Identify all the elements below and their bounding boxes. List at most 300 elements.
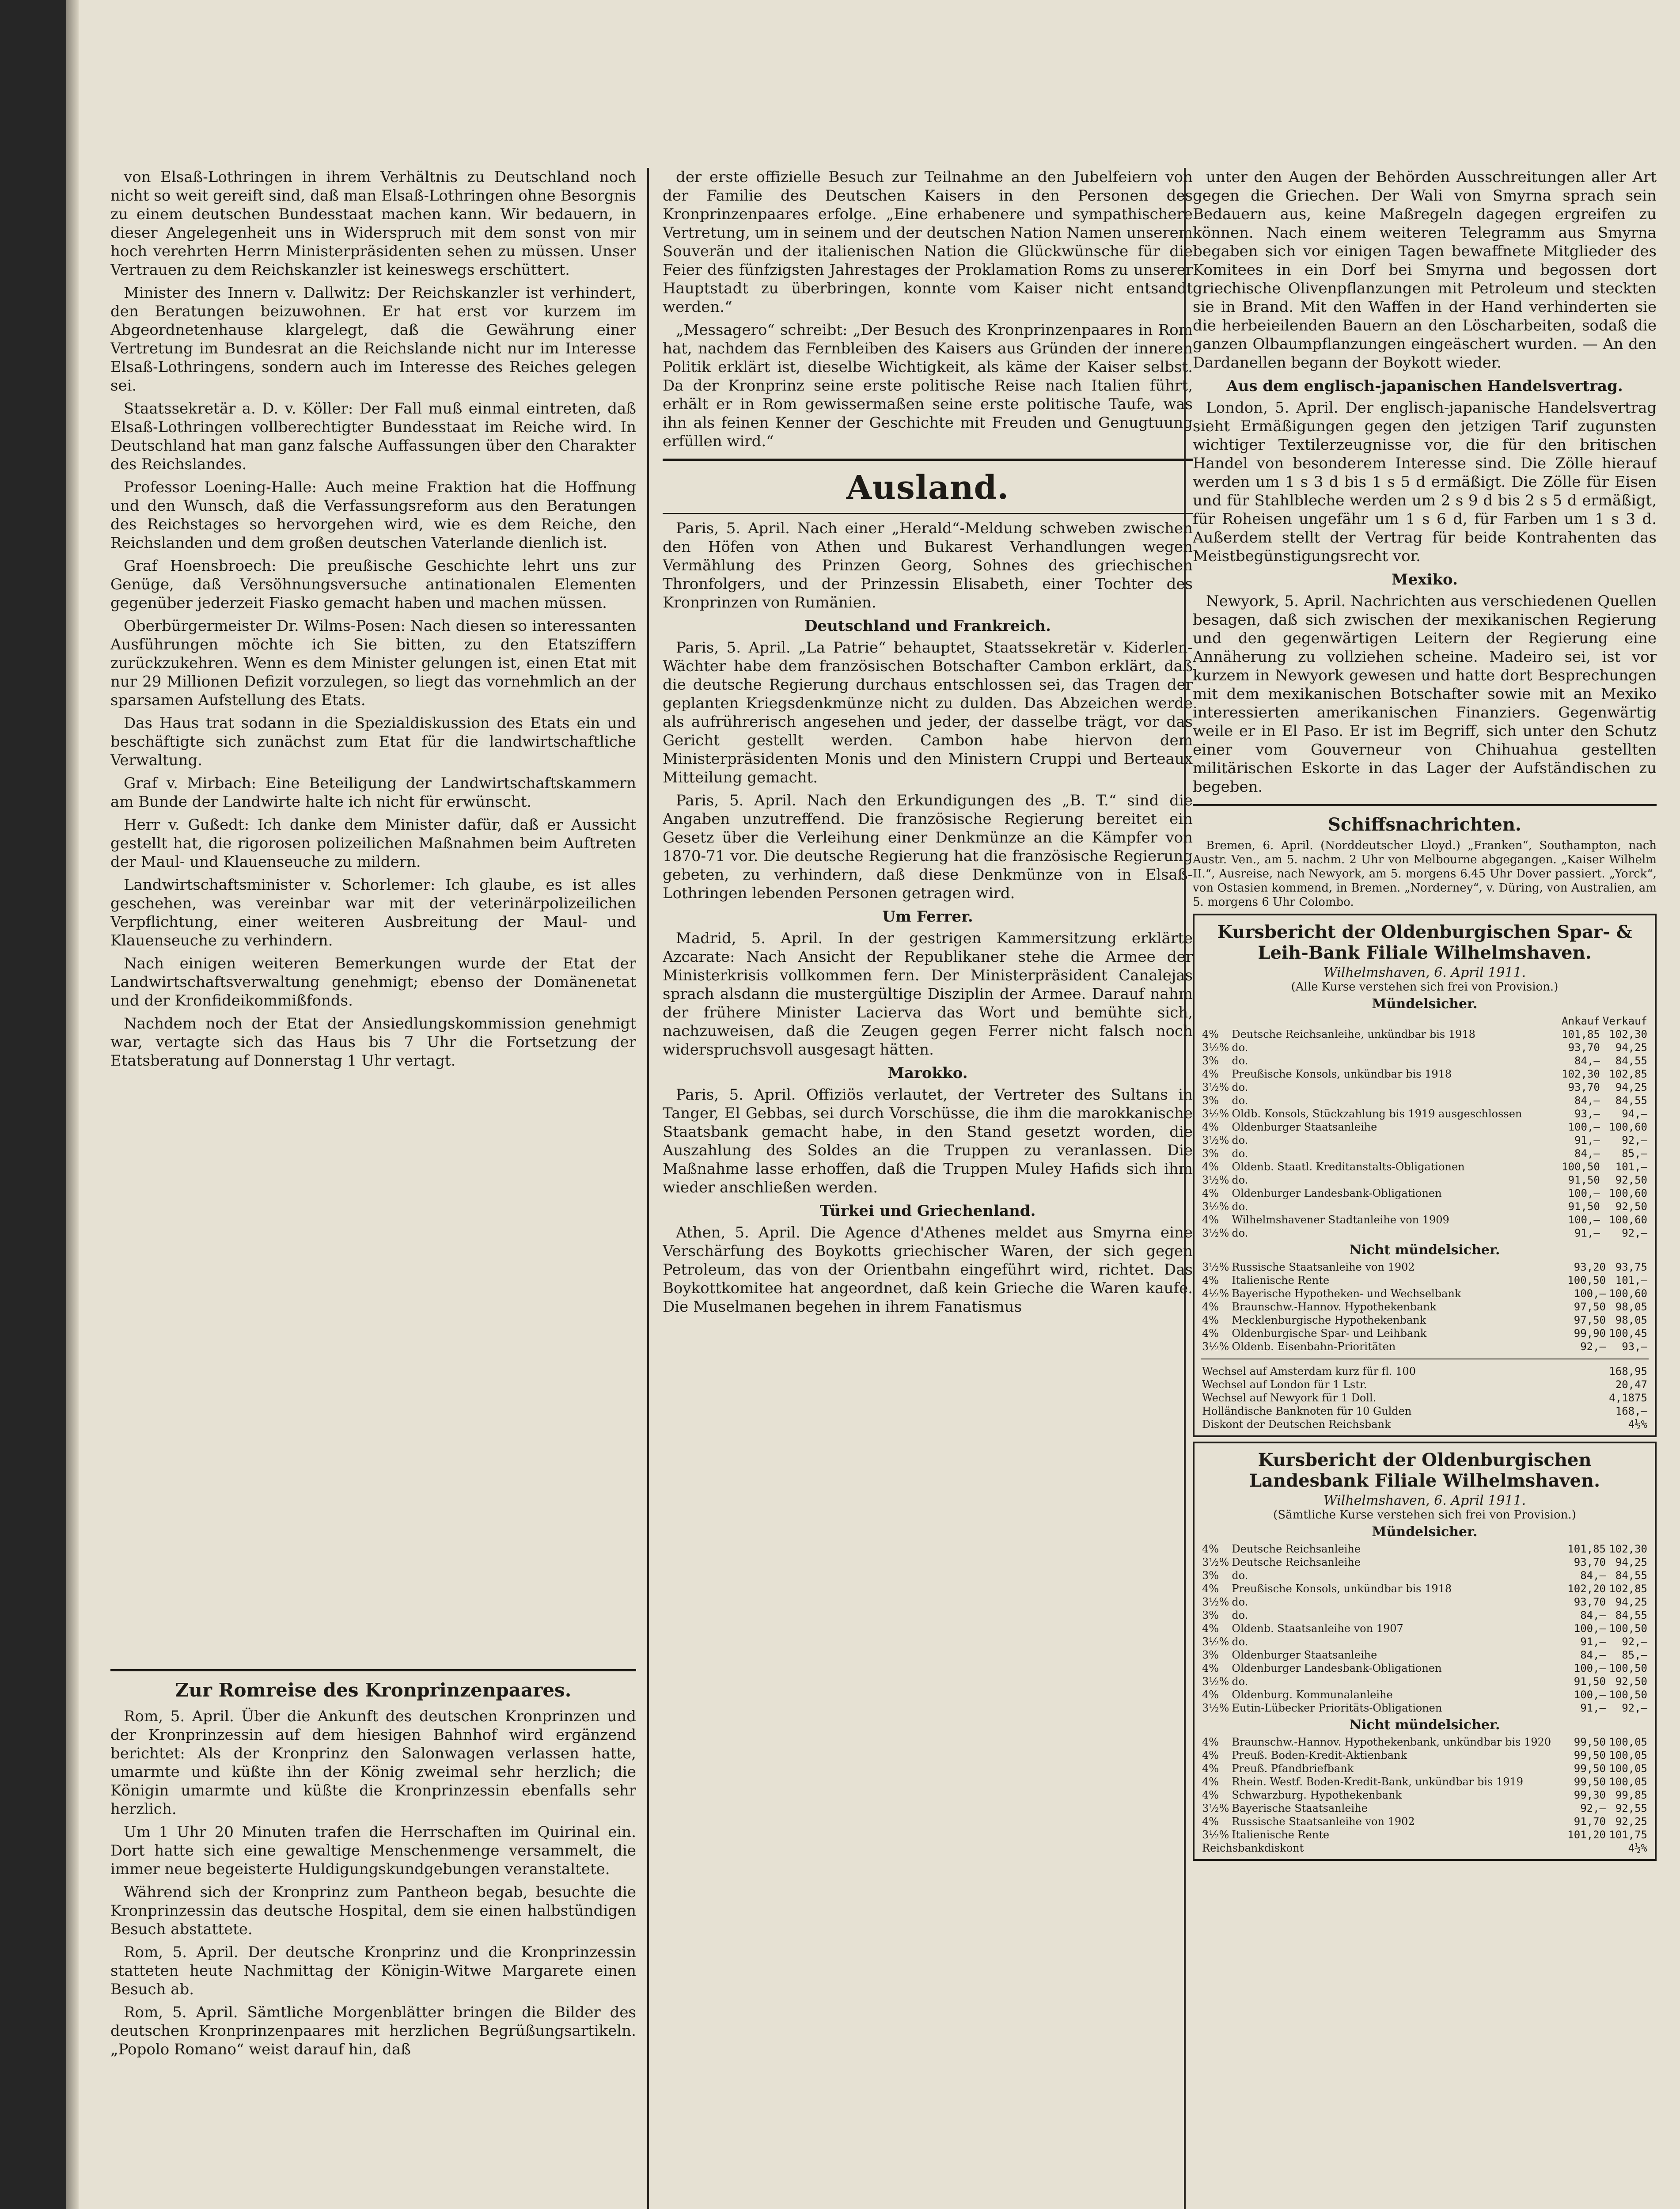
fx-table (1201, 1365, 1649, 1431)
table-cell: Mecklenburgische Hypothekenbank (1232, 1314, 1426, 1326)
table-cell: do. (1232, 1094, 1248, 1107)
table-cell: do. (1232, 1174, 1248, 1186)
table-cell: 100,— (1574, 1287, 1606, 1300)
article-paragraph: Um 1 Uhr 20 Minuten trafen die Herrschaften im Quirinal ein. Dort hatte sich eine gewaltige Menschenmenge versammelt, die immer neue begeisterte Huldigungskundgebungen veranstaltete. (110, 1823, 636, 1878)
table-cell: do. (1232, 1200, 1248, 1213)
table-cell: 97,50 (1574, 1314, 1606, 1326)
table-row (1201, 1260, 1649, 1274)
table-row (1201, 1081, 1649, 1094)
table-cell: 3% (1202, 1147, 1219, 1160)
table-cell: do. (1232, 1147, 1248, 1160)
table-cell: 92,— (1622, 1702, 1647, 1714)
bank-rates-title: Kursbericht der Oldenburgischen Landesbank Filiale Wilhelmshaven. (1249, 1450, 1600, 1491)
table-cell: 4% (1202, 1274, 1219, 1287)
table-row (1201, 1749, 1649, 1762)
table-row (1201, 1028, 1649, 1041)
table-cell: 3½% (1202, 1636, 1229, 1648)
table-row (1201, 1542, 1649, 1556)
table-cell: 92,— (1580, 1802, 1606, 1814)
table-row (1201, 1404, 1649, 1418)
table-cell: Braunschw.-Hannov. Hypothekenbank, unkündbar bis 1920 (1232, 1736, 1551, 1748)
article-paragraph: Herr v. Gußedt: Ich danke dem Minister dafür, daß er Aussicht gestellt hat, die rigorosen polizeilichen Maßnahmen beim Auftreten der Maul- und Klauenseuche zu mildern. (110, 816, 636, 871)
article-paragraph: Madrid, 5. April. In der gestrigen Kammersitzung erklärte Azcarate: Nach Ansicht der Republikaner stehe die Armee der Ministerkrisis vollkommen fern. Der Ministerpräsident Canalejas sprach alsdann die mustergültige Disziplin der Armee. Darauf nahm der frühere Minister Lacierva das Wort und bemühte sich, nachzuweisen, daß die Zeugen gegen Ferrer nicht falsch noch widerspruchsvoll ausgesagt hätten. (663, 930, 1193, 1059)
table-row (1201, 1134, 1649, 1147)
table-cell: 4% (1202, 1028, 1219, 1040)
bank-rates-title: Kursbericht der Oldenburgischen Spar- & Leih-Bank Filiale Wilhelmshaven. (1217, 922, 1632, 963)
table-cell: 92,50 (1615, 1174, 1647, 1186)
table-cell: 168,— (1615, 1405, 1647, 1417)
table-cell: Deutsche Reichsanleihe, unkündbar bis 1918 (1232, 1028, 1475, 1040)
article-paragraph: Staatssekretär a. D. v. Köller: Der Fall muß einmal eintreten, daß Elsaß-Lothringen vollberechtigter Bundesstaat im Reiche wird. In Deutschland hat man ganz falsche Auffassungen über den Charakter des Reichslandes. (110, 400, 636, 473)
article-paragraph: Landwirtschaftsminister v. Schorlemer: Ich glaube, es ist alles geschehen, was vereinbar war mit der veterinärpolizeilichen Verpflichtung, einer weiteren Ausbreitung der Maul- und Klauenseuche zu verhindern. (110, 876, 636, 949)
subheading: Marokko. (887, 1064, 968, 1082)
article-paragraph: Nach einigen weiteren Bemerkungen wurde der Etat der Landwirtschaftsverwaltung genehmigt; ebenso der Domänenetat und der Kronfideikommißfonds. (110, 955, 636, 1010)
section-divider (110, 1669, 636, 1671)
table-cell: Wilhelmshavener Stadtanleihe von 1909 (1232, 1214, 1449, 1226)
column-middle (663, 168, 1193, 2209)
table-cell: 3% (1202, 1609, 1219, 1621)
section-divider (663, 459, 1193, 461)
table-cell: 100,60 (1609, 1121, 1647, 1133)
table-cell: 4½% (1628, 1418, 1647, 1431)
table-cell: Oldenb. Staatl. Kreditanstalts-Obligationen (1232, 1161, 1465, 1173)
table-cell: 93,75 (1615, 1261, 1647, 1273)
table-row (1201, 1287, 1649, 1300)
table-row (1201, 1173, 1649, 1187)
table-cell: Oldb. Konsols, Stückzahlung bis 1919 ausgeschlossen (1232, 1108, 1522, 1120)
table-cell: 92,— (1622, 1134, 1647, 1146)
table-row (1201, 1226, 1649, 1240)
table-cell: 99,50 (1574, 1749, 1606, 1761)
table-cell: do. (1232, 1227, 1248, 1239)
table-cell: 3½% (1202, 1675, 1229, 1688)
table-cell: 92,— (1622, 1636, 1647, 1648)
col-header: Verkauf (1602, 1015, 1647, 1027)
table-row (1201, 1648, 1649, 1662)
table-cell: 100,— (1568, 1187, 1600, 1199)
table-cell: 3½% (1202, 1041, 1229, 1054)
table-cell: Russische Staatsanleihe von 1902 (1232, 1261, 1415, 1273)
table-cell: 84,— (1574, 1147, 1600, 1160)
table-cell: 3½% (1202, 1596, 1229, 1608)
table-cell: 100,60 (1609, 1187, 1647, 1199)
table-cell: 92,— (1622, 1227, 1647, 1239)
table-cell: 94,25 (1615, 1556, 1647, 1568)
table-cell: 92,50 (1615, 1200, 1647, 1213)
table-cell: 94,— (1622, 1108, 1647, 1120)
bank-rates-note: (Sämtliche Kurse verstehen sich frei von Provision.) (1273, 1508, 1576, 1522)
article-paragraph: Graf Hoensbroech: Die preußische Geschichte lehrt uns zur Genüge, daß Versöhnungsversuche antinationalen Elementen gegenüber jederzeit Fiasko gemacht haben und machen müssen. (110, 557, 636, 612)
table-cell: 4% (1202, 1662, 1219, 1674)
table-cell: 100,05 (1609, 1776, 1647, 1788)
table-cell: 84,55 (1615, 1569, 1647, 1582)
table-cell: 3½% (1202, 1081, 1229, 1093)
table-cell: 3½% (1202, 1556, 1229, 1568)
table-row (1201, 1187, 1649, 1200)
table-cell: 4% (1202, 1543, 1219, 1555)
table-cell: Oldenburgische Spar- und Leihbank (1232, 1327, 1427, 1340)
column-left (110, 168, 636, 1635)
table-cell: 102,20 (1567, 1583, 1606, 1595)
headline-ausland: Ausland. (846, 469, 1009, 507)
table-cell: 93,20 (1574, 1261, 1606, 1273)
table-cell: 92,55 (1615, 1802, 1647, 1814)
table-row (1201, 1213, 1649, 1226)
table-row (1201, 1054, 1649, 1067)
table-row (1201, 1841, 1649, 1855)
table-cell: 92,— (1580, 1340, 1606, 1353)
table-cell: 101,— (1615, 1274, 1647, 1287)
bank-rates-section: Nicht mündelsicher. (1349, 1717, 1500, 1733)
table-cell: do. (1232, 1569, 1248, 1582)
table-cell: 91,— (1574, 1134, 1600, 1146)
section-divider (1193, 804, 1657, 806)
table-cell: 3% (1202, 1649, 1219, 1661)
article-paragraph: Professor Loening-Halle: Auch meine Fraktion hat die Hoffnung und den Wunsch, daß die Verfassungsreform aus den Beratungen des Reichstages so hervorgehen wird, wie es dem Reiche, den Reichslanden und dem großen deutschen Vaterlande dienlich ist. (110, 478, 636, 552)
table-cell: 97,50 (1574, 1301, 1606, 1313)
subheading: Um Ferrer. (882, 908, 973, 926)
table-cell: 100,— (1568, 1214, 1600, 1226)
table-cell: 101,85 (1567, 1543, 1606, 1555)
table-cell: 100,60 (1609, 1287, 1647, 1300)
table-cell: 94,25 (1615, 1596, 1647, 1608)
column-rule (647, 168, 649, 2209)
table-row (1201, 1688, 1649, 1701)
article-paragraph: Paris, 5. April. Nach den Erkundigungen des „B. T.“ sind die Angaben unzutreffend. Die französische Regierung bereitet ein Gesetz über die Verleihung einer Denkmünze an die Kämpfer von 1870-71 vor. Die deutsche Regierung hat die französische Regierung gebeten, zu verhindern, daß diese Denkmünze von in Elsaß-Lothringen lebenden Personen getragen wird. (663, 792, 1193, 902)
table-row (1201, 1391, 1649, 1404)
table-cell: 3½% (1202, 1829, 1229, 1841)
table-cell: 4,1875 (1609, 1392, 1647, 1404)
subheading: Mexiko. (1392, 571, 1458, 588)
table-row (1201, 1274, 1649, 1287)
table-cell: 102,30 (1609, 1028, 1647, 1040)
table-cell: 84,— (1580, 1609, 1606, 1621)
table-cell: Rhein. Westf. Boden-Kredit-Bank, unkündbar bis 1919 (1232, 1776, 1524, 1788)
table-cell: 100,50 (1567, 1274, 1606, 1287)
table-row (1201, 1828, 1649, 1841)
table-cell: 168,95 (1609, 1365, 1647, 1378)
table-cell: 100,05 (1609, 1762, 1647, 1775)
table-cell: 99,30 (1574, 1789, 1606, 1801)
article-paragraph: von Elsaß-Lothringen in ihrem Verhältnis zu Deutschland noch nicht so weit gereift sind, daß man Elsaß-Lothringen ohne Besorgnis zu einem deutschen Bundesstaat machen kann. Wir bedauern, in dieser Angelegenheit uns in Widerspruch mit dem sonst von mir hoch verehrten Herrn Ministerpräsidenten sehen zu müssen. Unser Vertrauen zu dem Reichskanzler ist keineswegs erschüttert. (110, 168, 636, 279)
table-cell: 101,75 (1609, 1829, 1647, 1841)
shipping-news-heading: Schiffsnachrichten. (1328, 814, 1521, 835)
bank-rates-box-spar-leih (1193, 914, 1657, 1437)
table-row (1201, 1120, 1649, 1134)
table-cell: Wechsel auf London für 1 Lstr. (1202, 1378, 1367, 1391)
table-cell: 93,70 (1568, 1081, 1600, 1093)
table-cell: 3½% (1202, 1108, 1229, 1120)
bank-rates-section: Mündelsicher. (1372, 1524, 1478, 1540)
table-cell: 4% (1202, 1121, 1219, 1133)
table-cell: 3% (1202, 1055, 1219, 1067)
table-cell: 101,— (1615, 1161, 1647, 1173)
table-cell: Schwarzburg. Hypothekenbank (1232, 1789, 1402, 1801)
table-cell: 84,— (1574, 1094, 1600, 1107)
bank-rates-section: Mündelsicher. (1372, 996, 1478, 1012)
table-row (1201, 1775, 1649, 1788)
table-cell: 3½% (1202, 1200, 1229, 1213)
article-paragraph: Minister des Innern v. Dallwitz: Der Reichskanzler ist verhindert, den Beratungen beizuwohnen. Er hat erst vor kurzem im Abgeordnetenhause klargelegt, daß die Gewährung einer Vertretung im Bundesrat an die Reichslande nicht nur im Interesse Elsaß-Lothringens, sondern auch im Interesse des Reiches gelegen sei. (110, 284, 636, 395)
table-cell: 93,70 (1574, 1596, 1606, 1608)
table-row (1201, 1788, 1649, 1802)
table-cell: 84,55 (1615, 1094, 1647, 1107)
table-cell: Preuß. Boden-Kredit-Aktienbank (1232, 1749, 1407, 1761)
article-paragraph: Rom, 5. April. Sämtliche Morgenblätter bringen die Bilder des deutschen Kronprinzenpaares mit herzlichen Begrüßungsartikeln. „Popolo Romano“ weist darauf hin, daß (110, 2004, 636, 2058)
table-cell: 91,50 (1574, 1675, 1606, 1688)
table-cell: do. (1232, 1675, 1248, 1688)
table-cell: Diskont der Deutschen Reichsbank (1202, 1418, 1391, 1431)
table-cell: 4% (1202, 1327, 1219, 1340)
table-cell: do. (1232, 1081, 1248, 1093)
table-cell: Oldenburg. Kommunalanleihe (1232, 1689, 1393, 1701)
table-cell: 3½% (1202, 1261, 1229, 1273)
table-cell: 84,55 (1615, 1609, 1647, 1621)
table-cell: do. (1232, 1055, 1248, 1067)
bank-rates-date: Wilhelmshaven, 6. April 1911. (1323, 1493, 1526, 1508)
table-cell: Oldenb. Staatsanleihe von 1907 (1232, 1622, 1403, 1635)
table-cell: Bayerische Staatsanleihe (1232, 1802, 1368, 1814)
page-binding-edge (66, 0, 79, 2209)
table-cell: 92,50 (1615, 1675, 1647, 1688)
rates-table (1201, 1542, 1649, 1715)
rates-table (1201, 1014, 1649, 1240)
table-row (1201, 1569, 1649, 1582)
table-row (1201, 1418, 1649, 1431)
table-row (1201, 1662, 1649, 1675)
article-paragraph: Paris, 5. April. Offiziös verlautet, der Vertreter des Sultans in Tanger, El Gebbas, sei durch Vorschüsse, die ihm die marokkanische Staatsbank gemacht habe, in den Stand gesetzt worden, die Auszahlung des Soldes an die Truppen zu veranlassen. Die Maßnahme lasse erhoffen, daß die Truppen Muley Hafids sich ihm wieder anschließen werden. (663, 1086, 1193, 1196)
table-cell: 100,— (1574, 1662, 1606, 1674)
article-paragraph: Das Haus trat sodann in die Spezialdiskussion des Etats ein und beschäftigte sich zunächst zum Etat für die landwirtschaftliche Verwaltung. (110, 714, 636, 769)
article-paragraph: Nachdem noch der Etat der Ansiedlungskommission genehmigt war, vertagte sich das Haus bis 7 Uhr die Fortsetzung der Etatsberatung auf Donnerstag 1 Uhr vertagt. (110, 1015, 636, 1070)
table-row (1201, 1147, 1649, 1160)
article-paragraph: unter den Augen der Behörden Ausschreitungen aller Art gegen die Griechen. Der Wali von Smyrna sprach sein Bedauern aus, keine Maßregeln dagegen ergreifen zu können. Nach einem weiteren Telegramm aus Smyrna begaben sich vor einigen Tagen bewaffnete Mitglieder des Komitees in ein Dorf bei Smyrna und begossen dort griechische Olivenpflanzungen mit Petroleum und steckten sie in Brand. Mit den Waffen in der Hand verhinderten sie die herbeieilenden Bauern an den Löscharbeiten, sodaß die ganzen Olbaumpflanzungen eingeäschert wurden. — An den Dardanellen begann der Boykott wieder. (1193, 168, 1657, 372)
article-paragraph: Paris, 5. April. Nach einer „Herald“-Meldung schweben zwischen den Höfen von Athen und Bukarest Verhandlungen wegen Vermählung des Prinzen Georg, Sohnes des griechischen Thronfolgers, und der Prinzessin Elisabeth, einer Tochter des Kronprinzen von Rumänien. (663, 520, 1193, 611)
table-cell: 3½% (1202, 1702, 1229, 1714)
table-row (1201, 1378, 1649, 1391)
table-cell: 4% (1202, 1776, 1219, 1788)
table-cell: 4% (1202, 1789, 1219, 1801)
table-row (1201, 1200, 1649, 1213)
table-cell: 100,50 (1609, 1689, 1647, 1701)
article-paragraph: Während sich der Kronprinz zum Pantheon begab, besuchte die Kronprinzessin das deutsche Hospital, dem sie einen halbstündigen Besuch abstattete. (110, 1883, 636, 1938)
subheading: Aus dem englisch-japanischen Handelsvertrag. (1226, 377, 1623, 395)
table-row (1201, 1107, 1649, 1120)
table-cell: 3½% (1202, 1134, 1229, 1146)
table-cell: Russische Staatsanleihe von 1902 (1232, 1815, 1415, 1828)
fx-table (1201, 1841, 1649, 1855)
table-cell: do. (1232, 1596, 1248, 1608)
table-cell: 91,— (1574, 1227, 1600, 1239)
table-cell: Wechsel auf Amsterdam kurz für fl. 100 (1202, 1365, 1416, 1378)
table-cell: 3½% (1202, 1802, 1229, 1814)
table-cell: 100,05 (1609, 1736, 1647, 1748)
table-row (1201, 1300, 1649, 1313)
table-cell: Oldenburger Landesbank-Obligationen (1232, 1187, 1442, 1199)
table-cell: Deutsche Reichsanleihe (1232, 1556, 1361, 1568)
table-cell: 93,70 (1574, 1556, 1606, 1568)
table-cell: Bayerische Hypotheken- und Wechselbank (1232, 1287, 1461, 1300)
article-paragraph: Graf v. Mirbach: Eine Beteiligung der Landwirtschaftskammern am Bunde der Landwirte halte ich nicht für erwünscht. (110, 774, 636, 811)
table-cell: 4% (1202, 1161, 1219, 1173)
table-cell: 100,05 (1609, 1749, 1647, 1761)
bank-rates-section: Nicht mündelsicher. (1349, 1242, 1500, 1258)
bank-rates-box-landesbank (1193, 1442, 1657, 1861)
table-cell: 99,50 (1574, 1776, 1606, 1788)
bank-rates-note: (Alle Kurse verstehen sich frei von Provision.) (1291, 980, 1559, 994)
article-paragraph: Rom, 5. April. Über die Ankunft des deutschen Kronprinzen und der Kronprinzessin auf dem hiesigen Bahnhof wird ergänzend berichtet: Als der Kronprinz den Salonwagen verlassen hatte, umarmte und küßte ihn der König zweimal sehr herzlich; die Königin umarmte und küßte die Kronprinzessin ebenfalls sehr herzlich. (110, 1708, 636, 1818)
table-cell: 4% (1202, 1762, 1219, 1775)
table-cell: 102,85 (1609, 1583, 1647, 1595)
table-cell: 4% (1202, 1736, 1219, 1748)
table-row (1201, 1067, 1649, 1081)
column-left-lower (110, 1661, 636, 2209)
table-cell: 102,85 (1609, 1068, 1647, 1080)
table-cell: 91,50 (1568, 1174, 1600, 1186)
table-row (1201, 1327, 1649, 1340)
subheading: Deutschland und Frankreich. (804, 617, 1051, 635)
table-row (1201, 1762, 1649, 1775)
table-cell: 4% (1202, 1214, 1219, 1226)
table-cell: 100,50 (1562, 1161, 1600, 1173)
table-cell: 100,— (1574, 1689, 1606, 1701)
table-cell: Preußische Konsols, unkündbar bis 1918 (1232, 1583, 1452, 1595)
col-header: Ankauf (1562, 1015, 1600, 1027)
table-cell: do. (1232, 1609, 1248, 1621)
table-cell: 98,05 (1615, 1314, 1647, 1326)
table-row (1201, 1160, 1649, 1173)
table-cell: 84,— (1574, 1055, 1600, 1067)
table-cell: 4% (1202, 1583, 1219, 1595)
headline-romreise: Zur Romreise des Kronprinzenpaares. (175, 1679, 572, 1701)
table-cell: 91,— (1580, 1702, 1606, 1714)
table-cell: 101,20 (1567, 1829, 1606, 1841)
table-cell: 91,70 (1574, 1815, 1606, 1828)
table-cell: 4% (1202, 1622, 1219, 1635)
table-cell: 94,25 (1615, 1081, 1647, 1093)
table-cell: Braunschw.-Hannov. Hypothekenbank (1232, 1301, 1437, 1313)
table-cell: Preußische Konsols, unkündbar bis 1918 (1232, 1068, 1452, 1080)
table-cell: do. (1232, 1041, 1248, 1054)
table-cell: 3½% (1202, 1227, 1229, 1239)
table-cell: 4½% (1628, 1842, 1647, 1854)
subheading: Türkei und Griechenland. (819, 1202, 1036, 1220)
bank-rates-date: Wilhelmshaven, 6. April 1911. (1323, 965, 1526, 980)
table-cell: 85,— (1622, 1147, 1647, 1160)
rates-table (1201, 1260, 1649, 1353)
table-cell: Wechsel auf Newyork für 1 Doll. (1202, 1392, 1377, 1404)
table-cell: Oldenb. Eisenbahn-Prioritäten (1232, 1340, 1396, 1353)
table-cell: Holländische Banknoten für 10 Gulden (1202, 1405, 1412, 1417)
table-cell: Deutsche Reichsanleihe (1232, 1543, 1361, 1555)
table-cell: 4% (1202, 1749, 1219, 1761)
table-cell: do. (1232, 1134, 1248, 1146)
table-row (1201, 1609, 1649, 1622)
table-cell: 94,25 (1615, 1041, 1647, 1054)
table-cell: Italienische Rente (1232, 1829, 1330, 1841)
table-cell: 101,85 (1562, 1028, 1600, 1040)
article-paragraph: Paris, 5. April. „La Patrie“ behauptet, Staatssekretär v. Kiderlen-Wächter habe dem französischen Botschafter Cambon erklärt, daß die deutsche Regierung durchaus entschlossen sei, das Tragen der geplanten Kriegsdenkmünze nicht zu dulden. Das Abzeichen werde als aufrührerisch angesehen und jeder, der dasselbe trägt, vor das Gericht gestellt werden. Cambon habe hiervon dem Ministerpräsidenten Monis und den Ministern Cruppi und Berteaux Mitteilung gemacht. (663, 639, 1193, 786)
table-cell: 4% (1202, 1301, 1219, 1313)
table-cell: 100,— (1574, 1622, 1606, 1635)
table-cell: Oldenburger Staatsanleihe (1232, 1649, 1377, 1661)
table-cell: 92,25 (1615, 1815, 1647, 1828)
table-cell: 100,50 (1609, 1662, 1647, 1674)
column-right (1193, 168, 1657, 2209)
table-row (1201, 1595, 1649, 1609)
table-cell: 99,50 (1574, 1762, 1606, 1775)
table-cell: 4% (1202, 1815, 1219, 1828)
table-cell: Oldenburger Staatsanleihe (1232, 1121, 1377, 1133)
table-cell: 98,05 (1615, 1301, 1647, 1313)
table-cell: 99,50 (1574, 1736, 1606, 1748)
article-paragraph: Athen, 5. April. Die Agence d'Athenes meldet aus Smyrna eine Verschärfung des Boykotts griechischer Waren, der sich gegen Petroleum, das von der Orientbahn eingeführt wird, richtet. Das Boykottkomitee hat angeordnet, daß kein Grieche die Waren kaufe. Die Muselmanen begehen in ihrem Fanatismus (663, 1224, 1193, 1316)
article-paragraph: London, 5. April. Der englisch-japanische Handelsvertrag sieht Ermäßigungen gegen den jetzigen Tarif zugunsten wichtiger Textilerzeugnisse vor, die für den britischen Handel von besonderem Interesse sind. Die Zölle hierauf werden um 1 s 3 d bis 1 s 5 d ermäßigt. Die Zölle für Eisen und für Stahlbleche werden um 2 s 9 d bis 2 s 5 d ermäßigt, für Roheisen ungefähr um 1 s 6 d, für Farben um 1 s 3 d. Außerdem stellt der Vertrag für beide Kontrahenten das Meistbegünstigungsrecht vor. (1193, 399, 1657, 565)
table-cell: 4½% (1202, 1287, 1229, 1300)
table-cell: Preuß. Pfandbriefbank (1232, 1762, 1354, 1775)
table-cell: 100,— (1568, 1121, 1600, 1133)
table-cell: 93,— (1574, 1108, 1600, 1120)
table-cell: Reichsbankdiskont (1202, 1842, 1304, 1854)
table-cell: 102,30 (1562, 1068, 1600, 1080)
article-paragraph: Rom, 5. April. Der deutsche Kronprinz und die Kronprinzessin statteten heute Nachmittag der Königin-Witwe Margarete einen Besuch ab. (110, 1943, 636, 1998)
table-row (1201, 1313, 1649, 1327)
table-cell: 100,50 (1609, 1622, 1647, 1635)
rates-table (1201, 1735, 1649, 1841)
table-cell: 3½% (1202, 1340, 1229, 1353)
table-row (1201, 1735, 1649, 1749)
table-row (1201, 1802, 1649, 1815)
table-header-row (1201, 1014, 1649, 1028)
table-cell: Oldenburger Landesbank-Obligationen (1232, 1662, 1442, 1674)
table-cell: 4% (1202, 1187, 1219, 1199)
table-row (1201, 1094, 1649, 1107)
table-row (1201, 1701, 1649, 1715)
table-row (1201, 1815, 1649, 1828)
table-cell: 84,55 (1615, 1055, 1647, 1067)
table-row (1201, 1675, 1649, 1688)
table-cell: 20,47 (1615, 1378, 1647, 1391)
table-cell: 84,— (1580, 1649, 1606, 1661)
table-row (1201, 1340, 1649, 1353)
table-cell: 93,— (1622, 1340, 1647, 1353)
table-cell: 102,30 (1609, 1543, 1647, 1555)
table-cell: 100,45 (1609, 1327, 1647, 1340)
table-cell: 91,50 (1568, 1200, 1600, 1213)
article-paragraph: der erste offizielle Besuch zur Teilnahme an den Jubelfeiern von der Familie des Deutschen Kaisers in den Personen des Kronprinzenpaares erfolge. „Eine erhabenere und sympathischere Vertretung, um in seinem und der deutschen Nation Namen unserem Souverän und der italienischen Nation die Glückwünsche für die Feier des fünfzigsten Jahrestages der Proklamation Roms zu unserer Hauptstadt zu überbringen, konnte vom Kaiser nicht entsandt werden.“ (663, 168, 1193, 316)
table-cell: 3% (1202, 1569, 1219, 1582)
article-paragraph: „Messagero“ schreibt: „Der Besuch des Kronprinzenpaares in Rom hat, nachdem das Fernbleiben des Kaisers aus Gründen der inneren Politik erklärt ist, dieselbe Wichtigkeit, als käme der Kaiser selbst. Da der Kronprinz seine erste politische Reise nach Italien führt, erhält er in Rom gewissermaßen seine erste politische Taufe, was ihn als feinen Kenner der Geschichte mit Freuden und Genugtuung erfüllen wird.“ (663, 321, 1193, 450)
table-row (1201, 1582, 1649, 1595)
table-cell: 99,90 (1574, 1327, 1606, 1340)
table-cell: 100,60 (1609, 1214, 1647, 1226)
table-cell: 4% (1202, 1314, 1219, 1326)
article-paragraph: Newyork, 5. April. Nachrichten aus verschiedenen Quellen besagen, daß sich zwischen der mexikanischen Regierung und den gegenwärtigen Leitern der Regierung eine Annäherung zu vollziehen scheine. Madeiro sei, ist vor kurzem in Newyork gewesen und hatte dort Besprechungen mit dem mexikanischen Botschafter sowie mit an Mexiko interessierten amerikanischen Finanziers. Gegenwärtig weile er in El Paso. Er ist im Begriff, sich unter den Schutz einer vom Gouverneur von Chihuahua gestellten militärischen Eskorte in das Lager der Aufständischen zu begeben. (1193, 592, 1657, 796)
table-row (1201, 1556, 1649, 1569)
table-cell: do. (1232, 1636, 1248, 1648)
table-cell: 91,— (1580, 1636, 1606, 1648)
table-cell: 3½% (1202, 1174, 1229, 1186)
section-divider (663, 513, 1193, 514)
article-paragraph: Oberbürgermeister Dr. Wilms-Posen: Nach diesen so interessanten Ausführungen möchte ich Sie bitten, zu den Etatsziffern zurückzukehren. Wenn es dem Minister gelungen ist, einen Etat mit nur 29 Millionen Defizit vorzulegen, so liegt das vornehmlich an der sparsamen Aufstellung des Etats. (110, 617, 636, 709)
table-cell: 84,— (1580, 1569, 1606, 1582)
table-cell: 4% (1202, 1068, 1219, 1080)
table-cell: 85,— (1622, 1649, 1647, 1661)
table-row (1201, 1635, 1649, 1648)
shipping-news-text: Bremen, 6. April. (Norddeutscher Lloyd.) „Franken“, Southampton, nach Austr. Ven., am 5. nachm. 2 Uhr von Melbourne abgegangen. „Kaiser Wilhelm II.“, Ausreise, nach Newyork, am 5. morgens 6.45 Uhr Dover passiert. „Yorck“, von Ostasien kommend, in Bremen. „Norderney“, v. Düring, von Australien, am 5. morgens 6 Uhr Colombo. (1193, 839, 1657, 909)
table-cell: Italienische Rente (1232, 1274, 1330, 1287)
table-cell: 4% (1202, 1689, 1219, 1701)
